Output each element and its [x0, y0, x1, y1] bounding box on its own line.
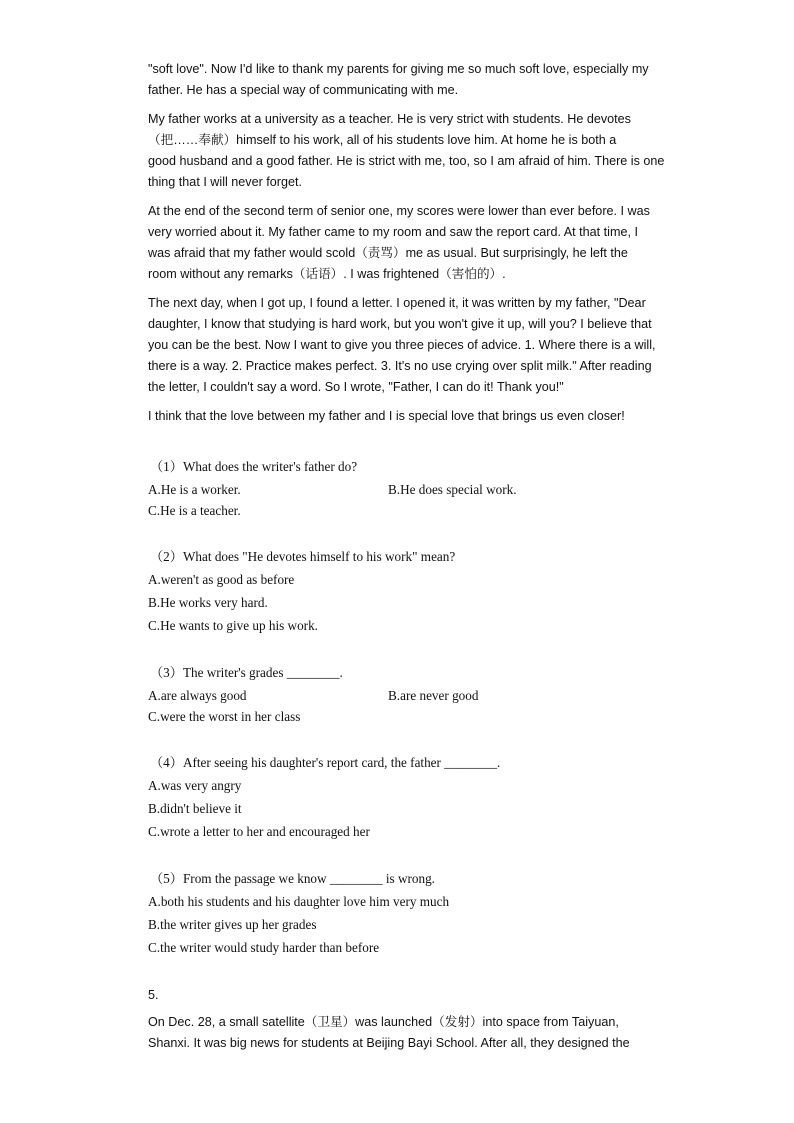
reading-passage [148, 59, 688, 435]
passage-line: good husband and a good father. He is strict with me, too, so I am afraid of him. There is one [148, 154, 665, 168]
passage-number: 5. [148, 988, 159, 1002]
option-a: A.weren't as good as before [148, 572, 295, 587]
option-b: B.He does special work. [388, 482, 517, 497]
option-c: C.the writer would study harder than before [148, 940, 380, 955]
option-a: A.are always good [148, 688, 247, 703]
passage-line: you can be the best. Now I want to give you three pieces of advice. 1. Where there is a will, [148, 338, 656, 352]
question-stem: （4）After seeing his daughter's report card, the father ________. [150, 755, 501, 770]
question-3 [148, 664, 668, 726]
option-c: C.wrote a letter to her and encouraged her [148, 824, 370, 839]
passage-line: I think that the love between my father and I is special love that brings us even closer! [148, 409, 625, 423]
question-2 [148, 548, 668, 635]
passage-line: thing that I will never forget. [148, 175, 303, 189]
question-stem: （2）What does "He devotes himself to his work" mean? [150, 549, 456, 564]
passage-paragraph-1 [148, 59, 688, 101]
option-b: B.the writer gives up her grades [148, 917, 317, 932]
option-a: A.He is a worker. [148, 482, 241, 497]
passage-line: daughter, I know that studying is hard work, but you won't give it up, will you? I believe that [148, 317, 652, 331]
question-4 [148, 754, 668, 841]
passage-line: the letter, I couldn't say a word. So I wrote, "Father, I can do it! Thank you!" [148, 380, 564, 394]
passage-line: was afraid that my father would scold（责骂）me as usual. But surprisingly, he left the [148, 246, 628, 260]
option-c: C.He wants to give up his work. [148, 618, 318, 633]
passage-line: The next day, when I got up, I found a letter. I opened it, it was written by my father, "Dear [148, 296, 646, 310]
option-a: A.both his students and his daughter love him very much [148, 894, 450, 909]
question-stem: （5）From the passage we know ________ is wrong. [150, 871, 435, 886]
question-stem: （3）The writer's grades ________. [150, 665, 343, 680]
passage-line: Shanxi. It was big news for students at Beijing Bayi School. After all, they designed the [148, 1036, 630, 1050]
question-5 [148, 870, 668, 957]
option-b: B.didn't believe it [148, 801, 242, 816]
passage-line: My father works at a university as a teacher. He is very strict with students. He devotes [148, 112, 631, 126]
option-c: C.He is a teacher. [148, 503, 241, 518]
option-c: C.were the worst in her class [148, 709, 301, 724]
question-1 [148, 458, 668, 520]
next-passage [148, 985, 688, 1054]
passage-line: room without any remarks（话语）. I was frightened（害怕的）. [148, 267, 506, 281]
passage-line: very worried about it. My father came to my room and saw the report card. At that time, I [148, 225, 638, 239]
passage-line: "soft love". Now I'd like to thank my parents for giving me so much soft love, especially my [148, 62, 649, 76]
option-a: A.was very angry [148, 778, 242, 793]
passage-line: there is a way. 2. Practice makes perfect. 3. It's no use crying over split milk." After reading [148, 359, 652, 373]
option-b: B.He works very hard. [148, 595, 268, 610]
passage-line: At the end of the second term of senior one, my scores were lower than ever before. I was [148, 204, 650, 218]
passage-paragraph-5 [148, 406, 688, 427]
passage-line: On Dec. 28, a small satellite（卫星）was launched（发射）into space from Taiyuan, [148, 1015, 619, 1029]
option-b: B.are never good [388, 688, 479, 703]
question-stem: （1）What does the writer's father do? [150, 459, 358, 474]
passage-line: father. He has a special way of communicating with me. [148, 83, 459, 97]
passage-paragraph-3 [148, 201, 688, 285]
passage-line: （把……奉献）himself to his work, all of his students love him. At home he is both a [148, 133, 617, 147]
passage-paragraph-4 [148, 293, 688, 398]
passage-paragraph-2 [148, 109, 688, 193]
